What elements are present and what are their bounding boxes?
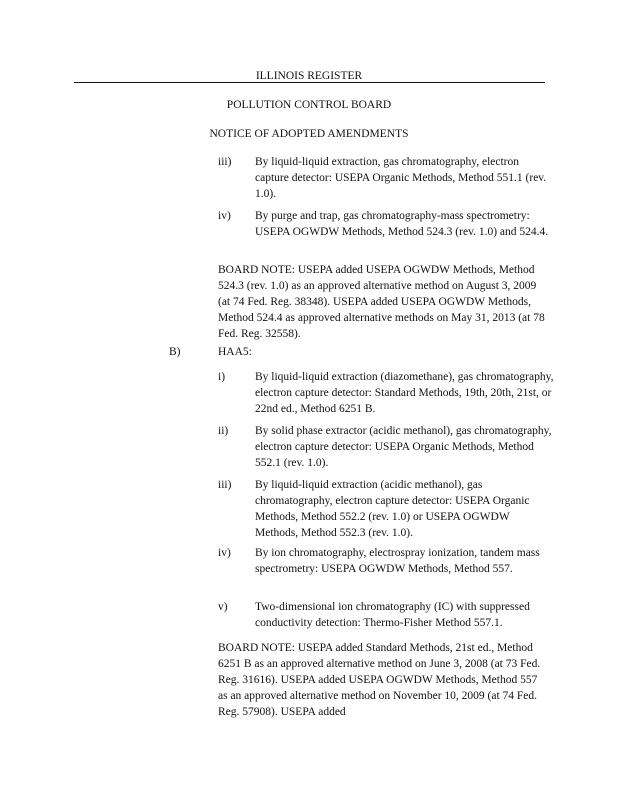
item-label: iii) — [218, 479, 232, 491]
item-text: By liquid-liquid extraction (diazomethane), gas chromatography, electron capture detector: Standard Methods, 19th, 20th, 21st, or 22nd ed., Method 6251 B. — [255, 371, 554, 415]
register-title: ILLINOIS REGISTER — [255, 70, 363, 82]
item-label: iv) — [218, 210, 231, 222]
board-title: POLLUTION CONTROL BOARD — [226, 99, 392, 111]
item-label: i) — [218, 371, 226, 383]
item-text: By liquid-liquid extraction, gas chromatography, electron capture detector: USEPA Organic Methods, Method 551.1 (rev. 1.0). — [255, 156, 547, 200]
item-text: By ion chromatography, electrospray ionization, tandem mass spectrometry: USEPA OGWDW Methods, Method 557. — [255, 547, 540, 575]
board-note: BOARD NOTE: USEPA added Standard Methods, 21st ed., Method 6251 B as an approved alternative method on June 3, 2008 (at 73 Fed. Reg. 31616). USEPA added USEPA OGWDW Methods, Method 557 as an approved alternative method on November 10, 2009 (at 74 Fed. Reg. 57908). USEPA added — [218, 642, 541, 718]
item-label: v) — [218, 601, 228, 613]
item-label: iii) — [218, 156, 232, 168]
section-title: HAA5: — [218, 346, 252, 358]
item-text: By liquid-liquid extraction (acidic methanol), gas chromatography, electron capture detector: USEPA Organic Methods, Method 552.2 (rev. 1.0) or USEPA OGWDW Methods, Method 552.3 (rev. 1.0). — [255, 479, 530, 539]
item-label: ii) — [218, 425, 229, 437]
item-text: Two-dimensional ion chromatography (IC) with suppressed conductivity detection: Thermo-Fisher Method 557.1. — [255, 601, 530, 629]
item-text: By solid phase extractor (acidic methanol), gas chromatography, electron capture detector: USEPA Organic Methods, Method 552.1 (rev. 1.0). — [255, 425, 552, 469]
header-rule — [74, 82, 545, 83]
board-note: BOARD NOTE: USEPA added USEPA OGWDW Methods, Method 524.3 (rev. 1.0) as an approved alternative method on August 3, 2009 (at 74 Fed. Reg. 38348). USEPA added USEPA OGWDW Methods, Method 524.4 as approved alternative methods on May 31, 2013 (at 78 Fed. Reg. 32558). — [218, 264, 545, 340]
item-text: By purge and trap, gas chromatography-mass spectrometry: USEPA OGWDW Methods, Method 524.3 (rev. 1.0) and 524.4. — [255, 210, 549, 238]
section-label: B) — [169, 346, 181, 358]
notice-title: NOTICE OF ADOPTED AMENDMENTS — [209, 128, 409, 140]
item-label: iv) — [218, 547, 231, 559]
